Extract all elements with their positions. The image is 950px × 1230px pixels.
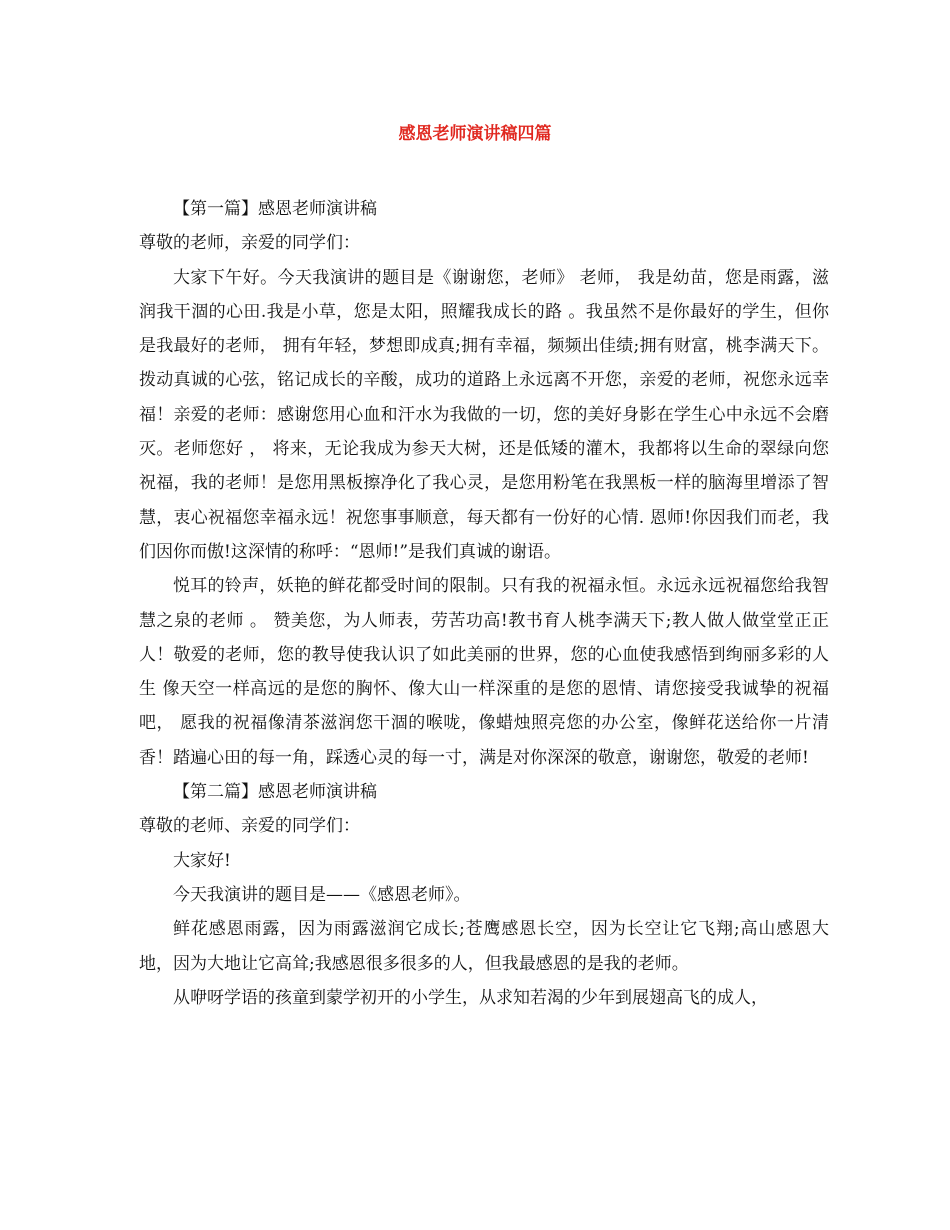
paragraph: 【第二篇】感恩老师演讲稿 bbox=[173, 782, 377, 803]
paragraph: 从咿呀学语的孩童到蒙学初开的小学生，从求知若渴的少年到展翅高飞的成人， bbox=[173, 987, 768, 1008]
paragraph: 今天我演讲的题目是——《感恩老师》。 bbox=[173, 884, 471, 905]
paragraph: 鲜花感恩雨露，因为雨露滋润它成长;苍鹰感恩长空，因为长空让它飞翔;高山感恩大地，因为大地让它高耸;我感恩很多很多的人，但我最感恩的是我的老师。 bbox=[139, 919, 829, 974]
paragraph: 大家下午好。今天我演讲的题目是《谢谢您，老师》 老师， 我是幼苗，您是雨露，滋润我干涸的心田.我是小草，您是太阳，照耀我成长的路 。我虽然不是你最好的学生，但你是我最好的老师， 拥有年轻，梦想即成真;拥有幸福，频频出佳绩;拥有财富，桃李满天下。拨动真诚的心弦，铭记成长的辛酸，成功的道路上永远离不开您，亲爱的老师，祝您永远幸福！亲爱的老师：感谢您用心血和汗水为我做的一切，您的美好身影在学生心中永远不会磨灭。老师您好 ， 将来，无论我成为参天大树，还是低矮的灌木，我都将以生命的翠绿向您祝福，我的老师！是您用黑板擦净化了我心灵，是您用粉笔在我黑板一样的脑海里增添了智慧，衷心祝福您幸福永远！祝您事事顺意，每天都有一份好的心情. 恩师!你因我们而老，我们因你而傲!这深情的称呼：“恩师!”是我们真诚的谢语。 bbox=[139, 267, 829, 562]
paragraph: 尊敬的老师，亲爱的同学们： bbox=[139, 233, 360, 254]
paragraph: 大家好! bbox=[173, 850, 231, 871]
document-body bbox=[139, 192, 829, 1015]
paragraph: 【第一篇】感恩老师演讲稿 bbox=[173, 199, 377, 219]
document-title: 感恩老师演讲稿四篇 bbox=[398, 124, 552, 144]
paragraph: 悦耳的铃声，妖艳的鲜花都受时间的限制。只有我的祝福永恒。永远永远祝福您给我智慧之泉的老师 。 赞美您，为人师表，劳苦功高!教书育人桃李满天下;教人做人做堂堂正正人！敬爱的老师，您的教导使我认识了如此美丽的世界，您的心血使我感悟到绚丽多彩的人生 像天空一样高远的是您的胸怀、像大山一样深重的是您的恩情、请您接受我诚挚的祝福吧， 愿我的祝福像清茶滋润您干涸的喉咙，像蜡烛照亮您的办公室，像鲜花送给你一片清香！踏遍心田的每一角，踩透心灵的每一寸，满是对你深深的敬意，谢谢您，敬爱的老师! bbox=[139, 576, 829, 768]
paragraph: 尊敬的老师、亲爱的同学们： bbox=[139, 816, 360, 837]
